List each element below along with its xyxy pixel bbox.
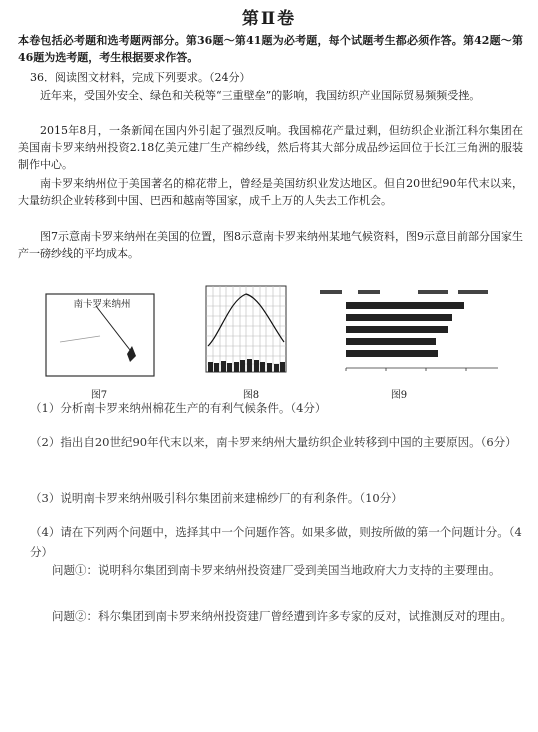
material-para-4: 图7示意南卡罗来纳州在美国的位置，图8示意南卡罗来纳州某地气候资料，图9示意目前部分国家生产一磅纱线的平均成本。 [18, 230, 523, 260]
material-para-2: 2015年8月，一条新闻在国内外引起了强烈反响。我国棉花产量过剩，但纺织企业浙江科尔集团在美国南卡罗来纳州投资2.18亿美元建厂生产棉纱线，然后将其大部分成品纱运回位于长江三角洲的服装制作中心。 [18, 124, 523, 171]
material-para-3: 南卡罗来纳州位于美国著名的棉花带上，曾经是美国纺织业发达地区。但自20世纪90年代末以来，大量纺织企业转移到中国、巴西和越南等国家，成千上万的人失去工作机会。 [18, 177, 523, 207]
question-2: （2）指出自20世纪90年代末以来，南卡罗来纳州大量纺织企业转移到中国的主要原因。（6分） [30, 435, 517, 449]
material-para-1: 近年来，受国外安全、绿色和关税等“三重壁垒”的影响，我国纺织产业国际贸易频频受挫。 [40, 89, 481, 102]
cost-chart-graphic [318, 284, 508, 384]
question-4-option-1: 问题①：说明科尔集团到南卡罗来纳州投资建厂受到美国当地政府大力支持的主要理由。 [52, 563, 501, 577]
section-title: 第Ⅱ卷 [241, 9, 297, 29]
figure-7-map [40, 290, 160, 388]
figure-8-caption: 图8 [242, 390, 260, 401]
figure-9-cost-chart [318, 284, 508, 384]
figure-8-climate-chart [190, 282, 300, 382]
climate-chart-graphic [190, 282, 300, 382]
q36-intro: 36．阅读图文材料，完成下列要求。（24分） [30, 71, 251, 84]
question-1: （1）分析南卡罗来纳州棉花生产的有利气候条件。（4分） [30, 401, 327, 415]
question-3: （3）说明南卡罗来纳州吸引科尔集团前来建棉纱厂的有利条件。（10分） [30, 491, 403, 505]
question-4-option-2: 问题②：科尔集团到南卡罗来纳州投资建厂曾经遭到许多专家的反对，试推测反对的理由。 [52, 609, 512, 623]
instructions: 本卷包括必考题和选考题两部分。第36题～第41题为必考题，每个试题考生都必须作答。第42题～第46题为选考题，考生根据要求作答。 [18, 34, 523, 64]
question-4: （4）请在下列两个问题中，选择其中一个问题作答。如果多做，则按所做的第一个问题计分。（4分） [30, 525, 522, 559]
map-label-south-carolina: 南卡罗来纳州 [73, 299, 131, 310]
figure-9-caption: 图9 [390, 390, 408, 401]
figure-7-caption: 图7 [90, 390, 108, 401]
